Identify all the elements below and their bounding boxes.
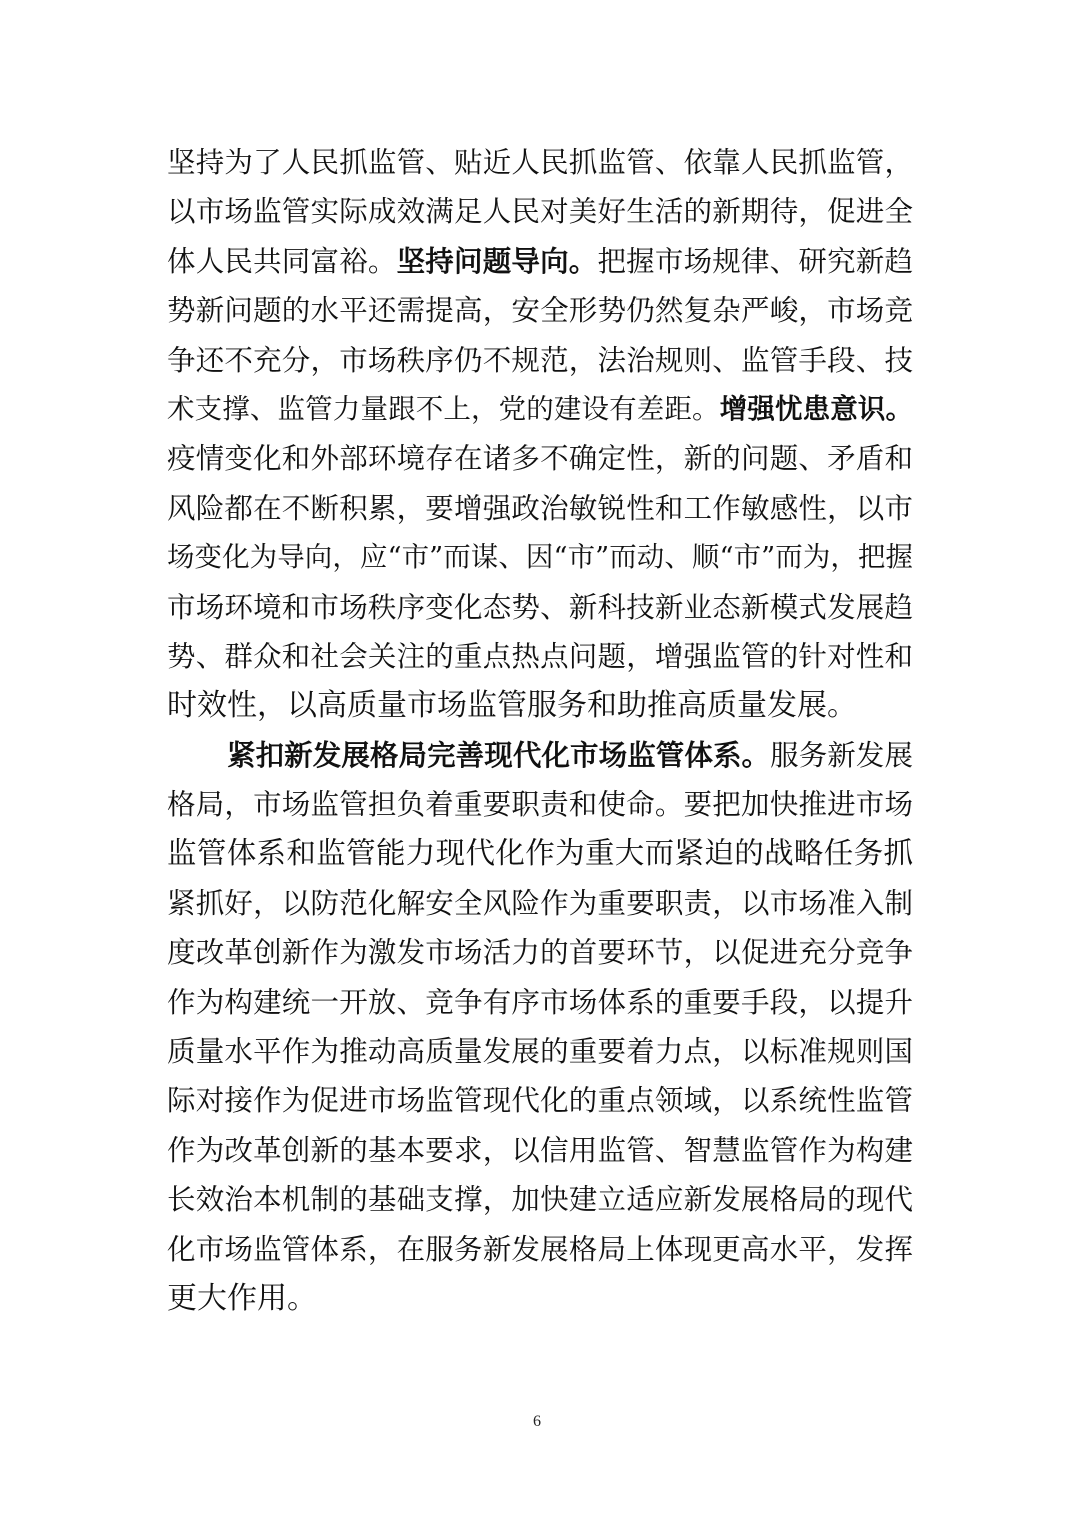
paragraph-1 — [167, 138, 913, 731]
text-line: 以市场监管实际成效满足人民对美好生活的新期待，促进全 — [167, 195, 913, 229]
text-line: 紧扣新发展格局完善现代化市场监管体系。服务新发展 — [227, 738, 913, 772]
text-line: 际对接作为促进市场监管现代化的重点领域，以系统性监管 — [167, 1084, 913, 1118]
text-line: 时效性，以高质量市场监管服务和助推高质量发展。 — [167, 688, 857, 724]
paragraph-2 — [167, 731, 913, 1324]
bold-heading: 紧扣新发展格局完善现代化市场监管体系。 — [227, 738, 771, 772]
text-line: 监管体系和监管能力现代化作为重大而紧迫的战略任务抓 — [167, 836, 913, 871]
text-line: 度改革创新作为激发市场活力的首要环节，以促进充分竞争 — [167, 936, 913, 970]
page-number: 6 — [533, 1413, 541, 1430]
text-line: 紧抓好，以防范化解安全风险作为重要职责，以市场准入制 — [167, 886, 913, 920]
text-line: 势新问题的水平还需提高，安全形势仍然复杂严峻，市场竞 — [167, 294, 913, 328]
text-line: 作为改革创新的基本要求，以信用监管、智慧监管作为构建 — [167, 1133, 913, 1167]
text-line: 势、群众和社会关注的重点热点问题，增强监管的针对性和 — [167, 639, 913, 673]
text-line: 质量水平作为推动高质量发展的重要着力点，以标准规则国 — [167, 1035, 913, 1069]
text-line: 坚持为了人民抓监管、贴近人民抓监管、依靠人民抓监管， — [167, 146, 913, 179]
text-line: 争还不充分，市场秩序仍不规范，法治规则、监管手段、技 — [167, 343, 913, 377]
body-text — [167, 138, 913, 1323]
text-line: 格局，市场监管担负着重要职责和使命。要把加快推进市场 — [167, 788, 913, 822]
bold-heading: 增强忧患意识。 — [719, 392, 914, 425]
text-line: 风险都在不断积累，要增强政治敏锐性和工作敏感性，以市 — [167, 491, 913, 525]
text-line: 作为构建统一开放、竞争有序市场体系的重要手段，以提升 — [167, 985, 913, 1019]
bold-heading: 坚持问题导向。 — [396, 244, 598, 278]
text-line: 化市场监管体系，在服务新发展格局上体现更高水平，发挥 — [167, 1232, 913, 1266]
text-line: 疫情变化和外部环境存在诸多不确定性，新的问题、矛盾和 — [167, 442, 913, 476]
text-line: 场变化为导向，应“市”而谋、因“市”而动、顺“市”而为，把握 — [167, 541, 913, 574]
text-line: 更大作用。 — [167, 1280, 317, 1316]
text-line: 体人民共同富裕。坚持问题导向。把握市场规律、研究新趋 — [167, 244, 913, 278]
text-line: 市场环境和市场秩序变化态势、新科技新业态新模式发展趋 — [167, 590, 913, 624]
text-line: 长效治本机制的基础支撑，加快建立适应新发展格局的现代 — [167, 1183, 913, 1217]
text-line: 术支撑、监管力量跟不上，党的建设有差距。增强忧患意识。 — [167, 392, 914, 425]
